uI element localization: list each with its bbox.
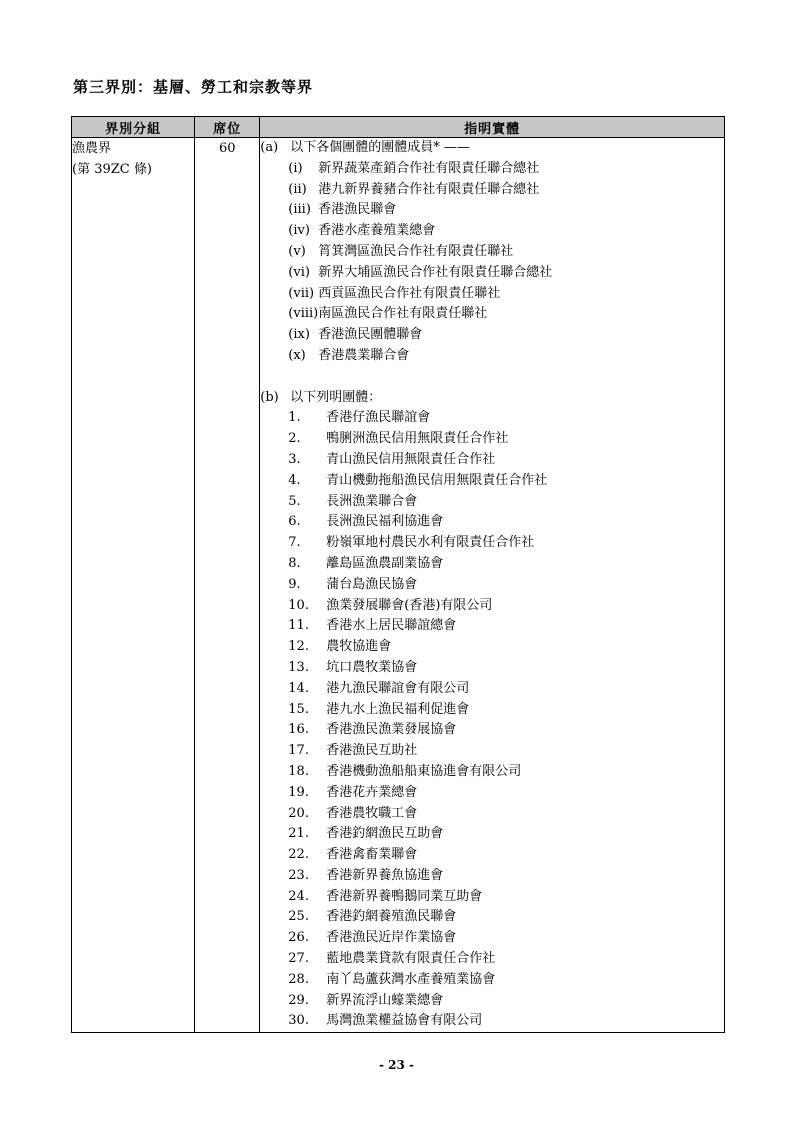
list-item-text: 筲箕灣區漁民合作社有限責任聯社 [318, 243, 514, 259]
part-a-list [260, 159, 724, 367]
list-item-number: 17. [288, 743, 309, 759]
list-item [260, 804, 724, 825]
part-a-label: (a) [260, 140, 279, 155]
list-item-text: 鴨脷洲漁民信用無限責任合作社 [326, 431, 509, 447]
list-item-text: 香港釣網養殖漁民聯會 [326, 909, 457, 925]
list-item-text: 青山漁民信用無限責任合作社 [326, 451, 496, 467]
list-item-text: 南區漁民合作社有限責任聯社 [318, 306, 488, 322]
list-item [260, 533, 724, 554]
list-item [260, 471, 724, 492]
list-item-text: 香港漁民聯會 [318, 202, 397, 218]
list-item-number: (vii) [288, 285, 315, 301]
list-item [260, 720, 724, 741]
part-b-title-line [260, 388, 724, 409]
list-item [260, 596, 724, 617]
list-item [260, 159, 724, 180]
list-item-number: (x) [288, 347, 306, 363]
list-item-text: 香港農牧職工會 [326, 805, 418, 821]
part-a-title: 以下各個團體的團體成員* —— [290, 140, 470, 155]
list-item [260, 492, 724, 513]
list-item-number: 16. [288, 722, 309, 738]
list-item-number: 14. [288, 680, 309, 696]
list-item [260, 429, 724, 450]
list-item-number: 22. [288, 847, 309, 863]
header-bodies: 指明實體 [260, 117, 725, 138]
page-heading: 第三界別：基層、勞工和宗教等界 [73, 78, 314, 96]
list-item-text: 香港仔漁民聯誼會 [326, 410, 431, 426]
list-item [260, 762, 724, 783]
list-item-number: 23. [288, 867, 309, 883]
list-item-text: 馬灣漁業權益協會有限公司 [326, 1013, 483, 1029]
list-item-text: 農牧協進會 [326, 639, 392, 655]
list-item [260, 907, 724, 928]
list-item [260, 263, 724, 284]
list-item-text: 香港農業聯合會 [318, 347, 410, 363]
list-item [260, 242, 724, 263]
list-item [260, 887, 724, 908]
bodies-cell [260, 138, 725, 1033]
page-number: - 23 - [378, 1058, 414, 1072]
list-item [260, 325, 724, 346]
list-item-number: 29. [288, 992, 309, 1008]
list-item-number: 1. [288, 410, 301, 426]
list-item [260, 304, 724, 325]
list-item [260, 845, 724, 866]
list-item-text: 香港機動漁船船東協進會有限公司 [326, 763, 522, 779]
part-a-title-line [260, 138, 724, 159]
list-item-text: 粉嶺軍地村農民水利有限責任合作社 [326, 535, 535, 551]
list-item [260, 783, 724, 804]
list-item-number: 10. [288, 597, 309, 613]
list-item [260, 554, 724, 575]
list-item [260, 679, 724, 700]
list-item-number: 26. [288, 930, 309, 946]
list-item-number: 11. [288, 618, 309, 634]
list-item-text: 西貢區漁民合作社有限責任聯社 [318, 285, 501, 301]
table-row [72, 138, 725, 1033]
constituency-table [71, 116, 725, 1033]
subsector-ref: (第 39ZC 條) [72, 162, 152, 177]
list-item-number: 25. [288, 909, 309, 925]
list-item-text: 蒲台島漁民協會 [326, 576, 418, 592]
list-item [260, 928, 724, 949]
list-item-text: 漁業發展聯會(香港)有限公司 [326, 597, 493, 613]
list-item-number: 21. [288, 826, 309, 842]
list-item-text: 藍地農業貸款有限責任合作社 [326, 951, 496, 967]
seats-cell: 60 [195, 138, 260, 1033]
list-item-text: 新界蔬菜產銷合作社有限責任聯合總社 [318, 160, 540, 176]
list-item-text: 香港花卉業總會 [326, 784, 418, 800]
list-item-number: 24. [288, 888, 309, 904]
list-item [260, 866, 724, 887]
part-b-label: (b) [260, 389, 279, 405]
list-item-text: 香港漁民團體聯會 [318, 327, 423, 343]
header-seats: 席位 [195, 117, 260, 138]
list-item-number: 18. [288, 763, 309, 779]
list-item-number: (iii) [288, 202, 311, 218]
list-item-text: 南丫島蘆荻灣水產養殖業協會 [326, 971, 496, 987]
list-item [260, 1011, 724, 1032]
list-item [260, 180, 724, 201]
list-item-text: 青山機動拖船漁民信用無限責任合作社 [326, 472, 548, 488]
list-item [260, 970, 724, 991]
list-item [260, 700, 724, 721]
list-item-number: 7. [288, 535, 301, 551]
list-item-text: 坑口農牧業協會 [326, 659, 418, 675]
list-item-text: 離島區漁農副業協會 [326, 555, 444, 571]
list-item-number: (iv) [288, 223, 310, 239]
list-item-text: 港九漁民聯誼會有限公司 [326, 680, 470, 696]
list-item [260, 575, 724, 596]
list-item-text: 香港新界養魚協進會 [326, 867, 444, 883]
list-item [260, 346, 724, 367]
list-item-number: (v) [288, 243, 306, 259]
list-item [260, 221, 724, 242]
list-item [260, 512, 724, 533]
list-item-number: 9. [288, 576, 301, 592]
list-item-text: 香港水上居民聯誼總會 [326, 618, 457, 634]
list-item [260, 658, 724, 679]
list-item-number: 3. [288, 451, 301, 467]
list-item-text: 香港漁民近岸作業協會 [326, 930, 457, 946]
list-item-number: 2. [288, 431, 301, 447]
table-header-row [72, 117, 725, 138]
list-item [260, 200, 724, 221]
list-item [260, 284, 724, 305]
list-item [260, 949, 724, 970]
list-item-text: 新界大埔區漁民合作社有限責任聯合總社 [318, 264, 553, 280]
list-item-text: 香港水產養殖業總會 [318, 223, 436, 239]
list-item-text: 港九水上漁民福利促進會 [326, 701, 470, 717]
list-item-number: 27. [288, 951, 309, 967]
list-item-number: (ix) [288, 327, 310, 343]
list-item-number: 13. [288, 659, 309, 675]
part-b-title: 以下列明團體： [290, 389, 382, 405]
list-item [260, 616, 724, 637]
list-item-text: 香港新界養鴨鵝同業互助會 [326, 888, 483, 904]
header-subsector: 界別分組 [72, 117, 195, 138]
list-item-number: 6. [288, 514, 301, 530]
list-item-text: 長洲漁業聯合會 [326, 493, 418, 509]
subsector-name: 漁農界 [72, 141, 112, 156]
list-item-number: 4. [288, 472, 301, 488]
list-item-number: (viii) [288, 306, 319, 322]
list-item-number: 30. [288, 1013, 309, 1029]
list-item [260, 450, 724, 471]
list-item-number: 8. [288, 555, 301, 571]
list-item [260, 824, 724, 845]
list-item [260, 741, 724, 762]
subsector-cell [72, 138, 195, 1033]
list-item-text: 新界流浮山蠔業總會 [326, 992, 444, 1008]
list-item [260, 991, 724, 1012]
list-item [260, 408, 724, 429]
list-item-number: 15. [288, 701, 309, 717]
list-item-number: (i) [288, 160, 303, 176]
list-item-number: (ii) [288, 181, 307, 197]
list-item-text: 香港漁民互助社 [326, 743, 418, 759]
list-item-number: 28. [288, 971, 309, 987]
list-item-text: 長洲漁民福利協進會 [326, 514, 444, 530]
list-item-number: 19. [288, 784, 309, 800]
list-item-number: 5. [288, 493, 301, 509]
list-item-number: (vi) [288, 264, 310, 280]
list-item [260, 637, 724, 658]
list-item-text: 港九新界養豬合作社有限責任聯合總社 [318, 181, 540, 197]
list-item-number: 12. [288, 639, 309, 655]
list-item-number: 20. [288, 805, 309, 821]
list-item-text: 香港釣網漁民互助會 [326, 826, 444, 842]
part-b-list [260, 408, 724, 1032]
list-item-text: 香港禽畜業聯會 [326, 847, 418, 863]
list-item-text: 香港漁民漁業發展協會 [326, 722, 457, 738]
